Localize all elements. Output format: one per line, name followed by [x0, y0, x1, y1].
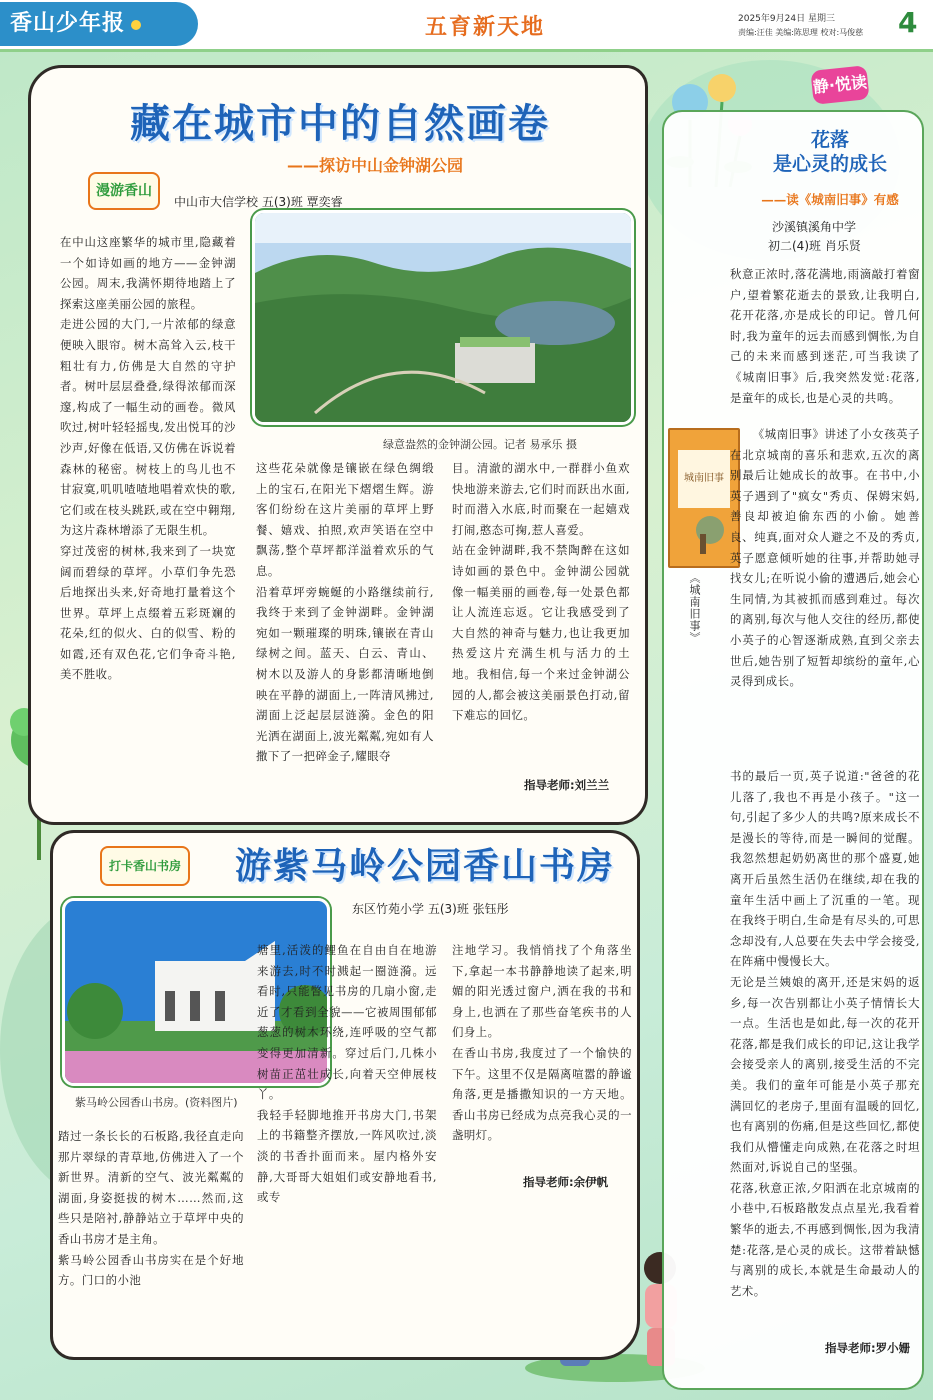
article3-title [740, 128, 920, 176]
article1-col3: 目。清澈的湖水中,一群群小鱼欢快地游来游去,它们时而跃出水面,时而潜入水底,时而聚在一起嬉戏打闹,憨态可掬,惹人喜爱。 站在金钟湖畔,我不禁陶醉在这如诗如画的景色中。金钟湖公园就像一幅美丽的画卷,每一处景色都让人流连忘返。它让我感受到了大自然的神奇与魅力,也让我更加热爱这片充满生机与活力的土地。我相信,每一个来过金钟湖公园的人,都会被这美丽景色打动,留下难忘的回忆。 [452, 461, 630, 723]
book-cover-title: 城南旧事 [678, 450, 730, 508]
masthead-text: 香山少年报 [10, 11, 126, 36]
column-logo-manyou: 漫游香山 [88, 172, 160, 210]
article3-subtitle: ——读《城南旧事》有感 [761, 192, 899, 207]
masthead [0, 2, 198, 46]
article1-col1: 在中山这座繁华的城市里,隐藏着一个如诗如画的地方——金钟湖公园。周末,我满怀期待地踏上了探索这座美丽公园的旅程。 走进公园的大门,一片浓郁的绿意便映入眼帘。树木高耸入云,枝干粗壮有力,仿佛是大自然的守护者。树叶层层叠叠,绿得浓郁而深邃,构成了一幅生动的画卷。微风吹过,树叶轻轻摇曳,发出悦耳的沙沙声,好像在低语,又仿佛在诉说着森林的秘密。树枝上的鸟儿也不甘寂寞,叽叽喳喳地唱着欢快的歌,它们或在枝头跳跃,或在空中翱翔,为这片森林增添了无限生机。 穿过茂密的树林,我来到了一块宽阔而碧绿的草坪。小草们争先恐后地探出头来,好奇地打量着这个世界。草坪上点缀着五彩斑斓的花朵,红的似火、白的似雪、粉的如霞,还有双色花,它们争奇斗艳,美不胜收。 [60, 235, 236, 682]
article3-intro: 秋意正浓时,落花满地,雨滴敲打着窗户,望着繁花逝去的景致,让我明白,花开花落,亦是成长的印记。曾几何时,我为童年的远去而感到惆怅,为自己的未来而感到迷茫,可当我读了《城南旧事》后,我突然发觉:花落,是童年的成长,也是心灵的共鸣。 [730, 267, 920, 405]
header-meta [738, 12, 898, 40]
book-cover-art-icon [670, 508, 738, 558]
article2-col1: 踏过一条长长的石板路,我径直走向那片翠绿的青草地,仿佛进入了一个新世界。清新的空气、波光粼粼的湖面,身姿挺拔的树木……然而,这些只是陪衬,静静站立于草坪中央的香山书房才是主角。 紫马岭公园香山书房实在是个好地方。门口的小池 [58, 1129, 244, 1288]
article3-title-line2: 是心灵的成长 [772, 153, 887, 175]
article2-title: 游紫马岭公园香山书房 [234, 846, 615, 887]
article3-advisor: 指导老师:罗小姗 [825, 1341, 911, 1355]
article1-advisor: 指导老师:刘兰兰 [524, 778, 610, 792]
column-logo-shufang: 打卡香山书房 [100, 846, 190, 886]
article3-para-rest: 书的最后一页,英子说道:"爸爸的花儿落了,我也不再是小孩子。"这一句,引起了多少人的共鸣?原来成长不是漫长的等待,而是一瞬间的觉醒。我忽然想起奶奶离世的那个盛夏,她离开后虽然生活仍在继续,却在我的童年生活中画上了沉重的一笔。现在我终于明白,生命是有尽头的,可思念却没有,人总要在失去中学会接受,在阵痛中慢慢长大。 无论是兰姨娘的离开,还是宋妈的返乡,每一次告别都让小英子情情长大一点。生活也是如此,每一次的花开花落,都是我们成长的印记,这让我学会接受亲人的离别,接受生活的不完美。我们的童年可能是小英子那充满回忆的老房子,里面有温暖的回忆,也有离别的伤痛,但是这些回忆,都使我们从懵懂走向成熟,在花落之时坦然面对,诉说自己的坚强。 花落,秋意正浓,夕阳洒在北京城南的小巷中,石板路散发点点星光,我看着繁华的逝去,不再感到惆怅,因为我清楚:花落,是心灵的成长。这带着缺憾与离别的成长,本就是生命最动人的艺术。 [730, 769, 920, 1298]
article1-col2: 这些花朵就像是镶嵌在绿色绸缎上的宝石,在阳光下熠熠生辉。游客们纷纷在这片美丽的草坪上野餐、嬉戏、拍照,欢声笑语在空中飘荡,整个草坪都洋溢着欢乐的气息。 沿着草坪旁蜿蜒的小路继续前行,我终于来到了金钟湖畔。金钟湖宛如一颗璀璨的明珠,镶嵌在青山绿树之间。蓝天、白云、青山、树木以及游人的身影都清晰地倒映在平静的湖面上,一阵清风拂过,湖面上泛起层层涟漪。金色的阳光洒在湖面上,波光粼粼,宛如有人撒下了一把碎金子,耀眼夺 [256, 461, 434, 764]
article2-author: 东区竹苑小学 五(3)班 张钰彤 [352, 902, 509, 916]
reading-badge: 静·悦读 [810, 65, 869, 105]
editor-credits: 责编:汪佳 美编:陈思理 校对:马俊慈 [738, 28, 864, 37]
article2-photo-caption: 紫马岭公园香山书房。(资料图片) [75, 1096, 238, 1109]
article2-col3: 注地学习。我悄悄找了个角落坐下,拿起一本书静静地读了起来,明媚的阳光透过窗户,洒在我的书和身上,也洒在了那些奋笔疾书的人们身上。 在香山书房,我度过了一个愉快的下午。这里不仅是隔离喧嚣的静谧角落,更是播撒知识的一方天地。香山书房已经成为点亮我心灵的一盏明灯。 [452, 943, 632, 1143]
article2-advisor: 指导老师:余伊帆 [523, 1175, 609, 1189]
book-label: 《城南旧事》 [688, 572, 701, 644]
masthead-dot-icon [131, 20, 141, 30]
article3-author: 初二(4)班 肖乐贤 [768, 239, 861, 253]
article3-title-line1: 花落 [810, 129, 849, 151]
lake-park-photo-icon [255, 213, 631, 422]
article3-school: 沙溪镇溪角中学 [772, 220, 857, 234]
article3-para-wrap: 《城南旧事》讲述了小女孩英子在北京城南的喜乐和悲欢,五次的离别最后让她成长的故事。在书中,小英子遇到了"疯女"秀贞、保姆宋妈,善良却被迫偷东西的小偷。她善良、纯真,面对众人避之不及的秀贞,英子愿意倾听她的往事,并帮助她寻找女儿;在听说小偷的遭遇后,她会心生同情,为其被抓而感到难过。每次的离别,每次与他人交往的经历,都使小英子的心智逐渐成熟,直到父亲去世后,她告别了短暂却缤纷的童年,心灵得到成长。 [730, 427, 920, 689]
issue-date: 2025年9月24日 星期三 [738, 14, 835, 24]
article1-photo [252, 210, 634, 425]
article1-photo-caption: 绿意盎然的金钟湖公园。记者 易承乐 摄 [383, 438, 577, 451]
page-number: 4 [898, 6, 918, 39]
article1-title: 藏在城市中的自然画卷 [130, 101, 550, 147]
article1-author: 中山市大信学校 五(3)班 覃奕睿 [174, 195, 343, 209]
section-title: 五育新天地 [424, 15, 545, 40]
article1-subtitle: ——探访中山金钟湖公园 [286, 156, 463, 175]
article2-col2: 塘里,活泼的鲤鱼在自由自在地游来游去,时不时溅起一圈涟漪。远看时,只能瞥见书房的几扇小窗,走近了才看到全貌——它被周围郁郁葱葱的树木环绕,连呼吸的空气都变得更加清新。穿过后门,几株小树苗正茁壮成长,向着天空伸展枝丫。 我轻手轻脚地推开书房大门,书架上的书籍整齐摆放,一阵风吹过,淡淡的书香扑面而来。屋内格外安静,大哥哥大姐姐们或安静地看书,或专 [257, 943, 437, 1205]
